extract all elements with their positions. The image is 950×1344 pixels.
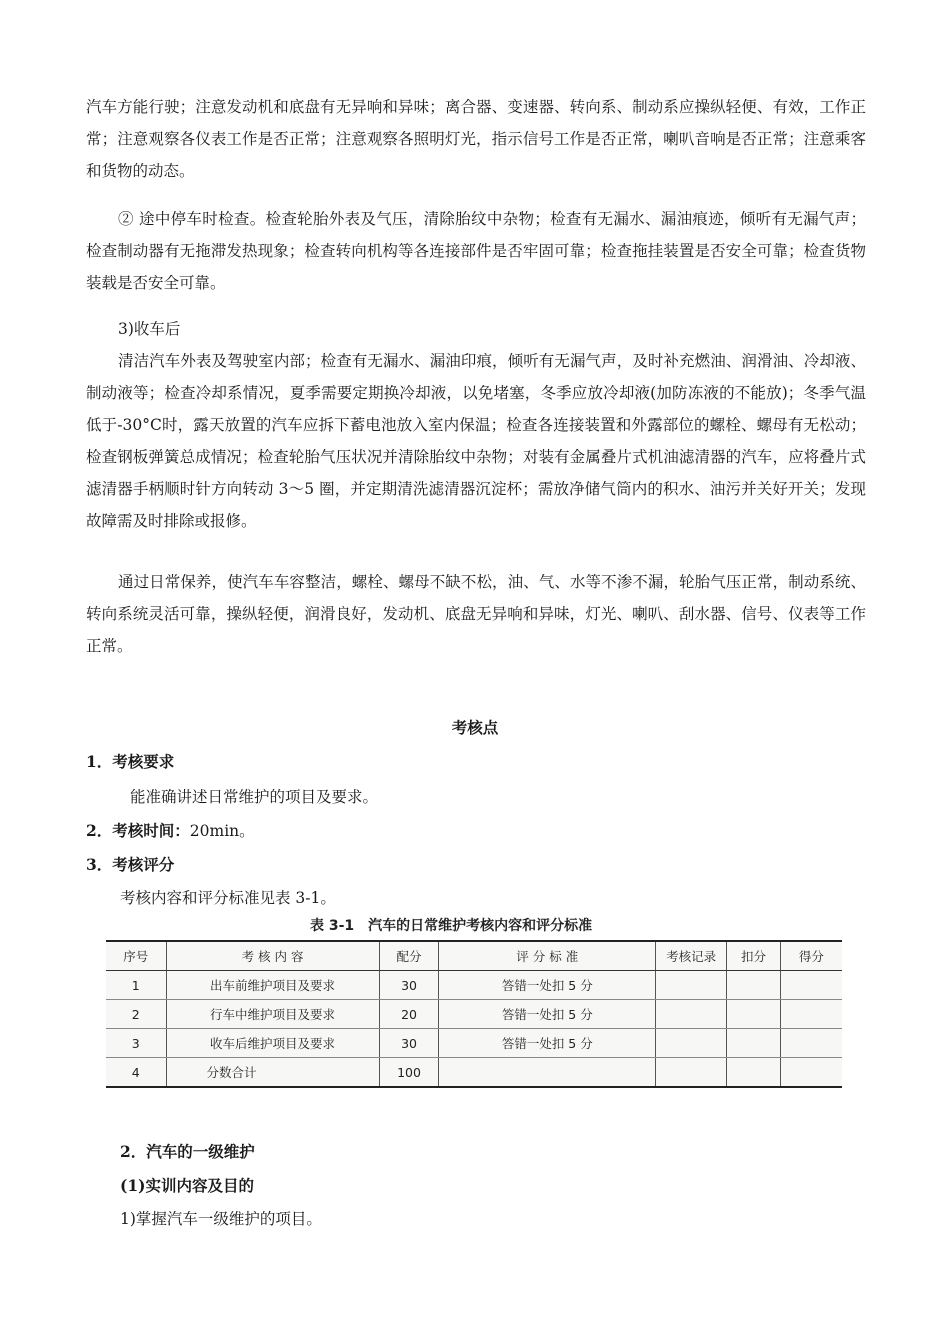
table-cell: [656, 1029, 727, 1058]
assessment-time: [86, 820, 255, 842]
table-cell: 行车中维护项目及要求: [166, 1000, 379, 1029]
table-cell: [439, 1058, 656, 1088]
table-cell: [780, 1029, 842, 1058]
header-cell: 考核记录: [656, 941, 727, 971]
table-cell: [656, 1000, 727, 1029]
table-cell: 1: [106, 971, 166, 1000]
paragraph-daily-maintenance-summary: 通过日常保养，使汽车车容整洁，螺栓、螺母不缺不松，油、气、水等不渗不漏，轮胎气压正常，制动系统、转向系统灵活可靠，操纵轻便，润滑良好，发动机、底盘无异响和异味，灯光、喇叭、刮水器、信号、仪表等工作正常。: [86, 573, 866, 655]
table-caption: 表 3-1 汽车的日常维护考核内容和评分标准: [310, 918, 593, 934]
table-cell: 20: [379, 1000, 439, 1029]
assessment-time-heading: 2．考核时间：: [86, 821, 190, 840]
table-cell: [656, 1058, 727, 1088]
table-row: [106, 1000, 842, 1029]
table-cell: 30: [379, 971, 439, 1000]
paragraph-stop-checks: ② 途中停车时检查。检查轮胎外表及气压，清除胎纹中杂物；检查有无漏水、漏油痕迹，倾听有无漏气声；检查制动器有无拖滞发热现象；检查转向机构等各连接部件是否牢固可靠；检查拖挂装置是否安全可靠；检查货物装载是否安全可靠。: [86, 210, 866, 292]
assessment-time-value: 20min。: [189, 822, 255, 840]
table-cell: [780, 1058, 842, 1088]
table-cell: [727, 1000, 780, 1029]
table-cell: 出车前维护项目及要求: [166, 971, 379, 1000]
assessment-scoring-text: 考核内容和评分标准见表 3-1。: [120, 889, 336, 907]
table-cell: 答错一处扣 5 分: [439, 1029, 656, 1058]
table-cell: 答错一处扣 5 分: [439, 971, 656, 1000]
assessment-requirements-heading: 1．考核要求: [86, 752, 175, 771]
paragraph-driving-checks: 汽车方能行驶；注意发动机和底盘有无异响和异味；离合器、变速器、转向系、制动系应操纵轻便、有效，工作正常；注意观察各仪表工作是否正常；注意观察各照明灯光，指示信号工作是否正常，喇叭音响是否正常；注意乘客和货物的动态。: [86, 98, 866, 180]
assessment-table: [106, 940, 842, 1088]
table-cell: [727, 971, 780, 1000]
table-cell: 分数合计: [166, 1058, 379, 1088]
subsection-heading-training-content: (1)实训内容及目的: [120, 1176, 254, 1195]
paragraph-after-shift-heading: 3)收车后: [118, 320, 181, 338]
table-header-row: [106, 941, 842, 971]
table-cell: [727, 1058, 780, 1088]
table-cell: [727, 1029, 780, 1058]
table-cell: [780, 971, 842, 1000]
table-cell: 3: [106, 1029, 166, 1058]
table-cell: 4: [106, 1058, 166, 1088]
header-cell: 序号: [106, 941, 166, 971]
header-cell: 评 分 标 准: [439, 941, 656, 971]
table-cell: [780, 1000, 842, 1029]
table-cell: 收车后维护项目及要求: [166, 1029, 379, 1058]
paragraph-after-shift-checks: 清洁汽车外表及驾驶室内部；检查有无漏水、漏油印痕，倾听有无漏气声，及时补充燃油、润滑油、冷却液、制动液等；检查冷却系情况，夏季需要定期换冷却液，以免堵塞，冬季应放冷却液(加防冻液的不能放)；冬季气温低于-30°C时，露天放置的汽车应拆下蓄电池放入室内保温；检查各连接装置和外露部位的螺栓、螺母有无松动；检查钢板弹簧总成情况；检查轮胎气压状况并清除胎纹中杂物；对装有金属叠片式机油滤清器的汽车，应将叠片式滤清器手柄顺时针方向转动 3～5 圈，并定期清洗滤清器沉淀杯；需放净储气筒内的积水、油污并关好开关；发现故障需及时排除或报修。: [86, 352, 866, 530]
table-row: [106, 971, 842, 1000]
table-row: [106, 1029, 842, 1058]
table-cell: 100: [379, 1058, 439, 1088]
assessment-requirements-text: 能准确讲述日常维护的项目及要求。: [130, 788, 379, 806]
training-item-1: 1)掌握汽车一级维护的项目。: [120, 1210, 322, 1228]
table-cell: 2: [106, 1000, 166, 1029]
header-cell: 配分: [379, 941, 439, 971]
header-cell: 得分: [780, 941, 842, 971]
table-cell: 30: [379, 1029, 439, 1058]
table-cell: 答错一处扣 5 分: [439, 1000, 656, 1029]
assessment-title: 考核点: [451, 718, 499, 737]
table-row-total: [106, 1058, 842, 1088]
table-cell: [656, 971, 727, 1000]
header-cell: 考 核 内 容: [166, 941, 379, 971]
assessment-scoring-heading: 3．考核评分: [86, 855, 175, 874]
header-cell: 扣分: [727, 941, 780, 971]
section-heading-first-level-maintenance: 2．汽车的一级维护: [120, 1142, 255, 1161]
